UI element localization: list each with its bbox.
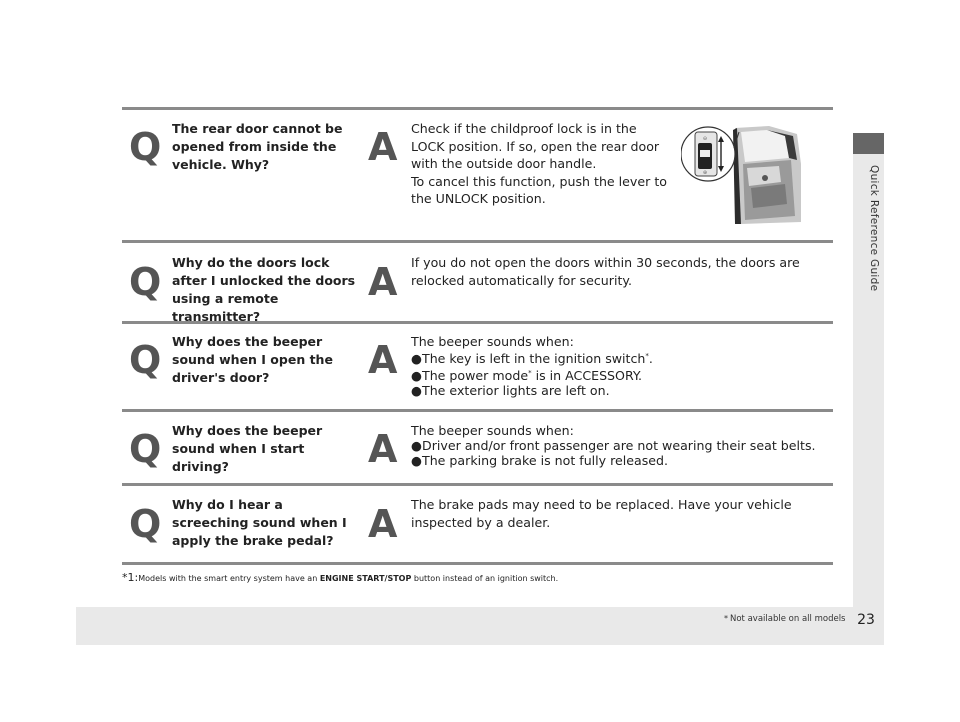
answer-line: inspected by a dealer. [411,514,551,530]
question-icon: Q [129,427,162,471]
question-icon: Q [129,338,162,382]
answer-intro: The beeper sounds when: [411,334,574,349]
answer-line: If you do not open the doors within 30 seconds, the doors are [411,255,800,270]
answer-icon: A [368,260,398,304]
answer-bullet: ●The power mode* is in ACCESSORY. [411,368,643,384]
section-tab-label: Quick Reference Guide [868,165,880,292]
availability-note: * Not available on all models [724,614,846,624]
footer-band [76,607,853,645]
divider-top [122,107,833,110]
bullet-icon: ● [411,368,422,384]
answer-line: The brake pads may need to be replaced. Have your vehicle [411,497,792,512]
answer-line: the UNLOCK position. [411,191,546,206]
question-text: The rear door cannot be opened from inside the vehicle. Why? [172,121,343,172]
answer-text [411,496,841,531]
answer-icon: A [368,125,398,169]
answer-text [411,423,841,468]
bullet-icon: ● [411,438,422,453]
answer-line: Check if the childproof lock is in the [411,121,637,136]
answer-text [411,254,841,289]
answer-text [411,334,841,398]
svg-text:⊕: ⊕ [702,170,708,176]
answer-bullet: ●The key is left in the ignition switch*. [411,351,653,367]
answer-intro: The beeper sounds when: [411,423,574,438]
question-text: Why do the doors lock after I unlocked the doors using a remote transmitter? [172,255,356,324]
divider-bottom [122,562,833,565]
answer-line: relocked automatically for security. [411,272,633,288]
question-text: Why do I hear a screeching sound when I apply the brake pedal? [172,497,347,548]
section-tab-marker [853,133,884,154]
answer-icon: A [368,338,398,382]
question-icon: Q [129,260,162,304]
question-icon: Q [129,502,162,546]
divider-1 [122,240,833,243]
question-icon: Q [129,125,162,169]
bullet-icon: ● [411,383,422,399]
divider-3 [122,409,833,412]
svg-text:⊖: ⊖ [702,136,708,142]
question-text: Why does the beeper sound when I start driving? [172,423,323,474]
answer-line: LOCK position. If so, open the rear door [411,138,660,154]
answer-text [411,120,681,208]
childproof-lock-illustration [681,124,801,227]
answer-bullet: ●The exterior lights are left on. [411,383,610,399]
bullet-icon: ● [411,351,422,367]
divider-4 [122,483,833,486]
question-text: Why does the beeper sound when I open the driver's door? [172,334,333,385]
page-number: 23 [857,612,875,628]
answer-icon: A [368,502,398,546]
bullet-icon: ● [411,453,422,468]
answer-icon: A [368,427,398,471]
footnote: *1:Models with the smart entry system have an ENGINE START/STOP button instead of an ignition switch. [122,571,559,584]
answer-line: To cancel this function, push the lever to [411,173,667,189]
answer-bullet: ●The parking brake is not fully released. [411,453,669,468]
answer-bullet: ●Driver and/or front passenger are not wearing their seat belts. [411,438,816,453]
answer-line: with the outside door handle. [411,156,597,171]
